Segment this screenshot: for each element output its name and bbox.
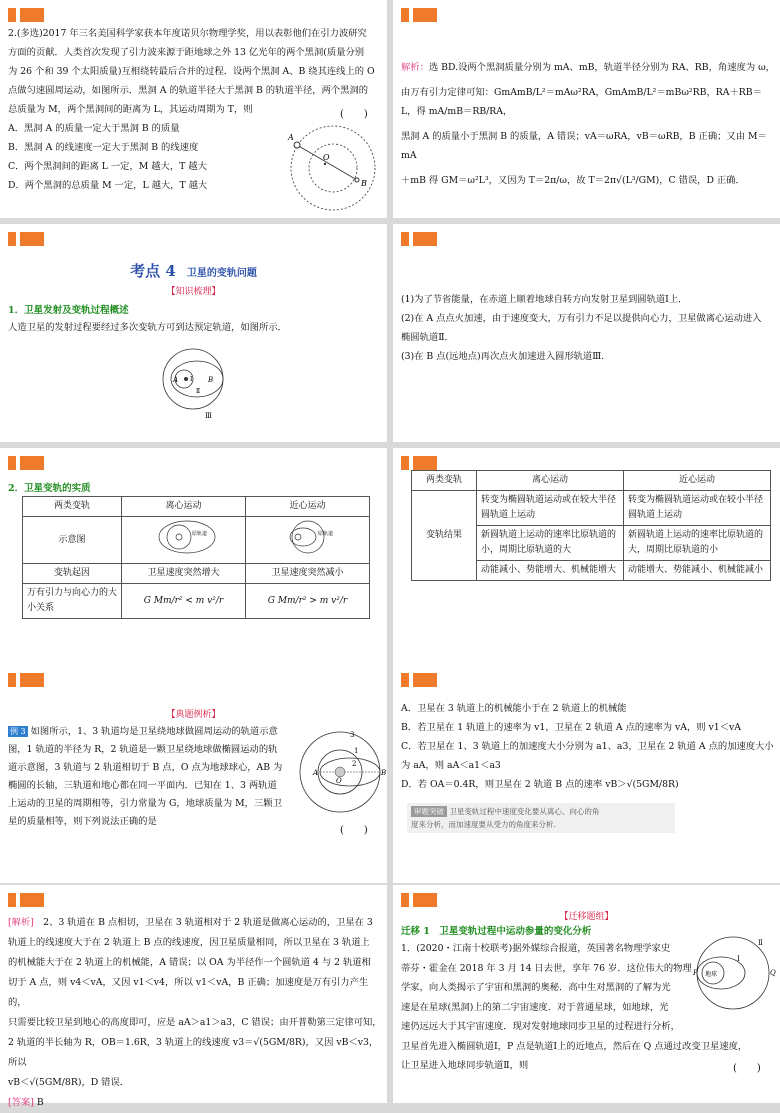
text-line: 道示意图，3 轨道与 2 轨道相切于 B 点，O 点为地球球心，AB 为 [8, 762, 283, 773]
option-b: B．若卫星在 1 轨道上的速率为 v1，卫星在 2 轨道 A 点的速率为 vA，则 v1＜vA [401, 722, 741, 733]
paragraph: 人造卫星的发射过程要经过多次变轨方可到达预定轨道，如图所示． [8, 322, 287, 333]
text-line: 2 轨道的半长轴为 R，OB＝1.6R，3 轨道上的线速度 v3＝√(5GM/8R)，又因 vB＜v3，所以 [8, 1037, 379, 1068]
table-cell: 转变为椭圆轨道运动或在较大半径圆轨道上运动 [477, 491, 624, 526]
table-cell: 动能减小、势能增大、机械能增大 [477, 561, 624, 581]
text-line: 蒂芬・霍金在 2018 年 3 月 14 日去世，享年 76 岁．这位伟大的物理 [401, 962, 692, 974]
text-line: 速仍远远大于其宇宙速度．现对发射地球同步卫星的过程进行分析， [401, 1021, 680, 1032]
label-b: B [381, 769, 387, 777]
label-o: O [336, 777, 342, 785]
orbit-result-table [411, 470, 771, 581]
answer-label: [答案] [8, 1097, 34, 1108]
answer-paren: ( ) [340, 825, 368, 836]
diagram-centripetal [246, 517, 370, 564]
text-line: 卫星首先进入椭圆轨道Ⅰ，P 点是轨道Ⅰ上的近地点，然后在 Q 点通过改变卫星速度， [401, 1040, 748, 1052]
accent-bar [401, 456, 409, 470]
slide-1 [0, 0, 387, 218]
text-line: 2、3 轨道在 B 点相切，卫星在 3 轨道相对于 2 轨道是做离心运动的，卫星在 3 [33, 917, 373, 928]
accent-bar [413, 8, 437, 22]
text-line: 学家，向人类揭示了宇宙和黑洞的奥秘．高中生对黑洞的了解为光 [401, 982, 671, 993]
label-orbit-1: 1 [354, 747, 359, 755]
slide-7 [0, 665, 387, 883]
text-line: 轨道上的线速度大于在 2 轨道上 B 点的线速度，因卫星质量相同，所以卫星在 3 轨道上 [8, 937, 370, 948]
accent-bar [401, 673, 409, 687]
accent-bar [413, 673, 437, 687]
table-cell: 万有引力与向心力的大小关系 [23, 584, 122, 619]
text-line: 速是在星球(黑洞)上的第二宇宙速度．对于普通星球，如地球，光 [401, 1001, 669, 1013]
label-orbit-1: Ⅰ [190, 376, 193, 383]
text-line: 如图所示，1、3 轨道均是卫星绕地球做圆周运动的轨道示意 [30, 726, 278, 737]
label-a: A [288, 133, 294, 142]
label-orbit-1: Ⅰ [737, 955, 740, 963]
label-o: O [323, 153, 330, 162]
table-header: 近心运动 [246, 497, 370, 517]
hint-label: 审题突破 [411, 806, 447, 817]
label-orbit-3: Ⅲ [205, 412, 212, 420]
label-b: B [361, 179, 367, 188]
process-steps [401, 290, 776, 366]
answer-value: B [36, 1097, 44, 1108]
text-line: 椭圆的长轴，三轨道和地心都在同一平面内．已知在 1、3 两轨道 [8, 780, 277, 791]
example-3 [8, 723, 288, 831]
accent-bar [401, 232, 409, 246]
label-orbit-2: Ⅱ [758, 939, 763, 947]
accent-bar [8, 456, 16, 470]
table-cell: 卫星速度突然减小 [246, 564, 370, 584]
text-line: 为 aA，则 aA＜a1＜a3 [401, 760, 501, 771]
slide-9 [0, 885, 387, 1108]
option-d: D．两个黑洞的总质量 M 一定，L 越大，T 越大 [8, 180, 208, 191]
table-cell: 动能增大、势能减小、机械能减小 [624, 561, 771, 581]
example-header: 【典题例析】 [166, 710, 221, 720]
heading-1: 1．卫星发射及变轨过程概述 [8, 305, 129, 316]
options [8, 119, 288, 195]
slide-10 [393, 885, 780, 1103]
label-orbit-2: Ⅱ [196, 388, 201, 395]
table-cell: 卫星速度突然增大 [122, 564, 246, 584]
slide-3 [0, 224, 387, 442]
binary-orbit-figure [285, 118, 385, 216]
text-line: ＋mB 得 GM＝ω²L³，又因为 T＝2π/ω，故 T＝2π√(L³/GM)，C 错误，D 正确． [401, 175, 745, 186]
text-line: 选 BD.设两个黑洞质量分别为 mA、mB，轨道半径分别为 RA、RB，角速度为 ω， [428, 62, 775, 73]
table-cell: 新圆轨道上运动的速率比原轨道的大，周期比原轨道的小 [624, 526, 771, 561]
hint-text: 度来分析，而加速度要从受力的角度来分析. [411, 820, 556, 829]
options [401, 699, 776, 794]
topic-title: 卫星的变轨问题 [186, 268, 257, 279]
table-cell: 变轨起因 [23, 564, 122, 584]
text-line: 图，1 轨道的半径为 R，2 轨道是一颗卫星绕地球做椭圆运动的轨 [8, 744, 278, 755]
text-line: 为 26 个和 39 个太阳质量)互相绕转最后合并的过程．设两个黑洞 A、B 绕其连线上的 O [8, 66, 375, 77]
label-orbit-2: 2 [352, 760, 357, 768]
text-line: (2)在 A 点点火加速，由于速度变大，万有引力不足以提供向心力，卫星做离心运动进入 [401, 313, 762, 324]
table-header: 两类变轨 [412, 471, 477, 491]
table-header: 近心运动 [624, 471, 771, 491]
option-a: A．卫星在 3 轨道上的机械能小于在 2 轨道上的机械能 [401, 703, 627, 714]
option-c: C．若卫星在 1、3 轨道上的加速度大小分别为 a1、a3，卫星在 2 轨道 A 点的加速度大小 [401, 741, 774, 752]
table-header: 离心运动 [122, 497, 246, 517]
text-line: 椭圆轨道Ⅱ． [401, 332, 454, 343]
option-a: A．黑洞 A 的质量一定大于黑洞 B 的质量 [8, 123, 180, 134]
orbit-label: 原轨道 [191, 531, 207, 537]
accent-bar [8, 232, 16, 246]
accent-bar [8, 673, 16, 687]
accent-bar [20, 232, 44, 246]
example-tag: 例 3 [10, 727, 26, 736]
label-orbit-3: 3 [350, 731, 355, 739]
table-cell: 转变为椭圆轨道运动或在较小半径圆轨道上运动 [624, 491, 771, 526]
option-b: B．黑洞 A 的线速度一定大于黑洞 B 的线速度 [8, 142, 199, 153]
table-cell: G Mm/r² < m v²/r [122, 584, 246, 619]
accent-bar [401, 8, 409, 22]
solution [401, 58, 776, 190]
text-line: (3)在 B 点(远地点)再次点火加速进入圆形轨道Ⅲ. [401, 351, 605, 362]
text-line: 让卫星进入地球同步轨道Ⅱ，则 [401, 1060, 529, 1071]
three-orbit-figure [290, 727, 387, 817]
text-line: 由万有引力定律可知：GmAmB/L²＝mAω²RA，GmAmB/L²＝mBω²RB，RA＋RB＝L，得 mA/mB＝RB/RA， [401, 87, 762, 117]
accent-bar [413, 232, 437, 246]
text-line: 上运动的卫星的周期相等，引力常量为 G，地球质量为 M，三颗卫 [8, 798, 282, 809]
accent-bar [401, 893, 409, 907]
label-earth: 地球 [705, 971, 718, 978]
knowledge-header: 【知识梳理】 [166, 287, 221, 297]
label-a: A [173, 376, 179, 384]
label-b: B [208, 376, 214, 384]
slide-5 [0, 448, 387, 666]
diagram-centrifugal [122, 517, 246, 564]
text-line: 总质量为 M，两个黑洞间的距离为 L，其运动周期为 T，则 [8, 104, 253, 115]
text-line: 只需要比较卫星到地心的高度即可，应是 aA＞a1＞a3，C 错误；由开普勒第三定律可知， [8, 1017, 382, 1028]
solution [8, 913, 383, 1113]
answer-paren: ( ) [733, 1063, 761, 1074]
label-p: P [693, 969, 698, 977]
table-cell: 变轨结果 [412, 491, 477, 581]
text-line: 切于 A 点，则 v4＜vA，又因 v1＜v4，所以 v1＜vA，B 正确；加速度是万有引力产生的， [8, 977, 369, 1008]
section-title [0, 260, 387, 281]
accent-bar [413, 456, 437, 470]
text-line: 星的质量相等，则下列说法正确的是 [8, 816, 157, 827]
hint-text: 卫星变轨过程中速度变化要从离心、向心的角 [449, 807, 600, 816]
answer-paren: ( ) [340, 109, 368, 120]
transfer-header: 【迁移题组】 [559, 912, 614, 922]
accent-bar [20, 673, 44, 687]
accent-bar [20, 456, 44, 470]
orbit-change-table [22, 496, 370, 619]
label-q: Q [770, 969, 776, 977]
text-line: 黑洞 A 的质量小于黑洞 B 的质量，A 错误；vA＝ωRA，vB＝ωRB，B 正确；又由 M＝mA [401, 131, 767, 161]
accent-bar [20, 8, 44, 22]
slide-2 [393, 0, 780, 218]
kaodian-label: 考点 4 [130, 262, 176, 280]
accent-bar [8, 893, 16, 907]
table-cell: 新圆轨道上运动的速率比原轨道的小，周期比原轨道的大 [477, 526, 624, 561]
table-header: 两类变轨 [23, 497, 122, 517]
orbit-label: 原轨道 [317, 531, 333, 537]
accent-bar [413, 893, 437, 907]
sync-orbit-figure [693, 925, 777, 1017]
text-line: 1．(2020・江南十校联考)据外媒综合报道，英国著名物理学家史 [401, 943, 671, 954]
hint-box [407, 803, 675, 833]
slide-8 [393, 665, 780, 883]
slide-6 [393, 448, 780, 666]
solution-label: [解析] [8, 917, 34, 928]
slide-4 [393, 224, 780, 442]
text-line: 点做匀速圆周运动，如图所示．黑洞 A 的轨道半径大于黑洞 B 的轨道半径，两个黑洞的 [8, 85, 369, 96]
transfer-heading: 迁移 1 卫星变轨过程中运动参量的变化分析 [401, 926, 592, 937]
option-c: C．两个黑洞间的距离 L 一定，M 越大，T 越大 [8, 161, 207, 172]
accent-bar [20, 893, 44, 907]
solution-label: 解析： [401, 62, 429, 73]
table-header: 离心运动 [477, 471, 624, 491]
option-d: D．若 OA＝0.4R，则卫星在 2 轨道 B 点的速率 vB＞√(5GM/8R) [401, 779, 679, 790]
text-line: 方面的贡献．人类首次发现了引力波来源于距地球之外 13 亿光年的两个黑洞(质量分别 [8, 47, 365, 58]
text-line: (1)为了节省能量，在赤道上顺着地球自转方向发射卫星到圆轨道Ⅰ上． [401, 294, 688, 305]
transfer-orbit-figure [160, 336, 232, 426]
table-cell: G Mm/r² > m v²/r [246, 584, 370, 619]
text-line: vB＜√(5GM/8R)，D 错误． [8, 1077, 130, 1088]
heading-2: 2．卫星变轨的实质 [8, 483, 91, 494]
text-line: 2.(多选)2017 年三名美国科学家获本年度诺贝尔物理学奖，用以表彰他们在引力波研究 [8, 28, 367, 39]
question-2 [8, 24, 383, 119]
label-a: A [313, 769, 319, 777]
accent-bar [8, 8, 16, 22]
table-cell: 示意图 [23, 517, 122, 564]
text-line: 的机械能大于在 2 轨道上的机械能，A 错误；以 OA 为半径作一个圆轨道 4 与 2 轨道相 [8, 957, 371, 968]
